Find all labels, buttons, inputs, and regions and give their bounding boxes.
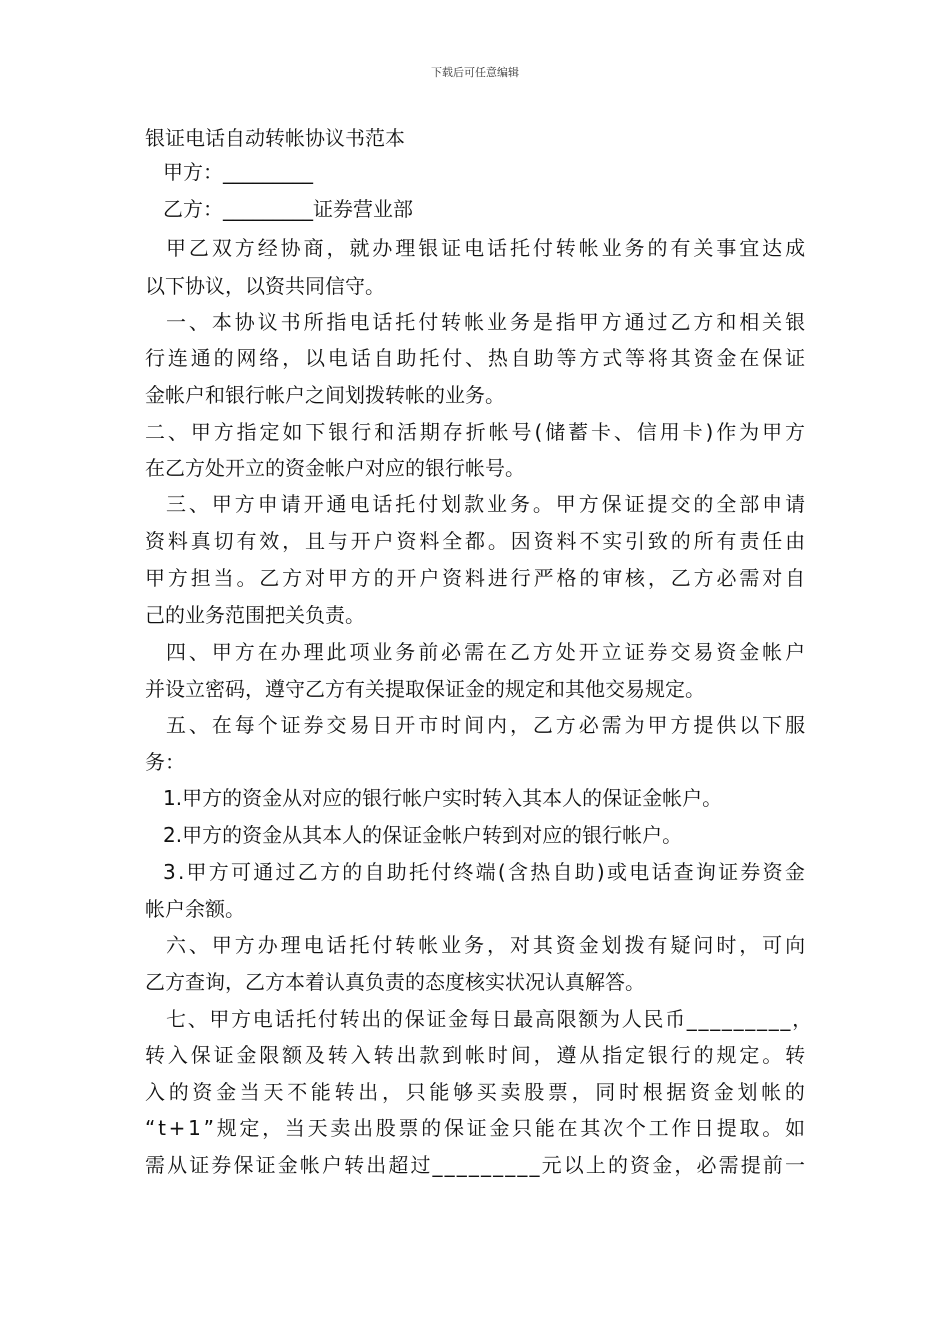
body-text-line: 甲方担当。乙方对甲方的开户资料进行严格的审核，乙方必需对自 <box>145 566 808 590</box>
body-text-line: 入的资金当天不能转出，只能够买卖股票，同时根据资金划帐的 <box>145 1080 809 1104</box>
body-text-line: “t+1”规定，当天卖出股票的保证金只能在其次个工作日提取。如 <box>145 1116 808 1140</box>
body-text-line: 资料真切有效，且与开户资料全都。因资料不实引致的所有责任由 <box>145 529 808 553</box>
body-text-line: 三、甲方申请开通电话托付划款业务。甲方保证提交的全部申请 <box>166 492 809 516</box>
body-text-line: 金帐户和银行帐户之间划拨转帐的业务。 <box>145 383 505 407</box>
body-text-line: 甲乙双方经协商，就办理银证电话托付转帐业务的有关事宜达成 <box>166 236 809 260</box>
body-text-line: 甲方：_________ <box>163 160 313 184</box>
body-text-line: 二、甲方指定如下银行和活期存折帐号(储蓄卡、信用卡)作为甲方 <box>145 420 808 444</box>
body-text-line: 1.甲方的资金从对应的银行帐户实时转入其本人的保证金帐户。 <box>163 786 723 810</box>
body-text-line: 一、本协议书所指电话托付转帐业务是指甲方通过乙方和相关银 <box>166 310 809 334</box>
body-text-line: 五、在每个证券交易日开市时间内，乙方必需为甲方提供以下服 <box>166 713 809 737</box>
page-header-note: 下载后可任意编辑 <box>431 66 519 79</box>
body-text-line: 在乙方处开立的资金帐户对应的银行帐号。 <box>145 456 525 480</box>
body-text-line: 六、甲方办理电话托付转帐业务，对其资金划拨有疑问时，可向 <box>166 933 809 957</box>
body-text-line: 乙方：_________证券营业部 <box>163 197 413 221</box>
body-text-line: 七、甲方电话托付转出的保证金每日最高限额为人民币_________， <box>166 1007 814 1031</box>
body-text-line: 以下协议，以资共同信守。 <box>145 274 385 298</box>
body-text-line: 己的业务范围把关负责。 <box>145 603 365 627</box>
body-text-line: 需从证券保证金帐户转出超过_________元以上的资金，必需提前一 <box>145 1153 808 1177</box>
body-text-line: 乙方查询，乙方本着认真负责的态度核实状况认真解答。 <box>145 970 645 994</box>
body-text-line: 四、甲方在办理此项业务前必需在乙方处开立证券交易资金帐户 <box>166 640 809 664</box>
body-text-line: 并设立密码，遵守乙方有关提取保证金的规定和其他交易规定。 <box>145 677 705 701</box>
body-text-line: 行连通的网络，以电话自助托付、热自助等方式等将其资金在保证 <box>145 346 808 370</box>
body-text-line: 转入保证金限额及转入转出款到帐时间，遵从指定银行的规定。转 <box>145 1043 808 1067</box>
body-text-line: 帐户余额。 <box>145 897 245 921</box>
document-title: 银证电话自动转帐协议书范本 <box>145 126 405 150</box>
body-text-line: 2.甲方的资金从其本人的保证金帐户转到对应的银行帐户。 <box>163 823 683 847</box>
body-text-line: 务： <box>145 750 185 774</box>
body-text-line: 3.甲方可通过乙方的自助托付终端(含热自助)或电话查询证券资金 <box>163 860 808 884</box>
